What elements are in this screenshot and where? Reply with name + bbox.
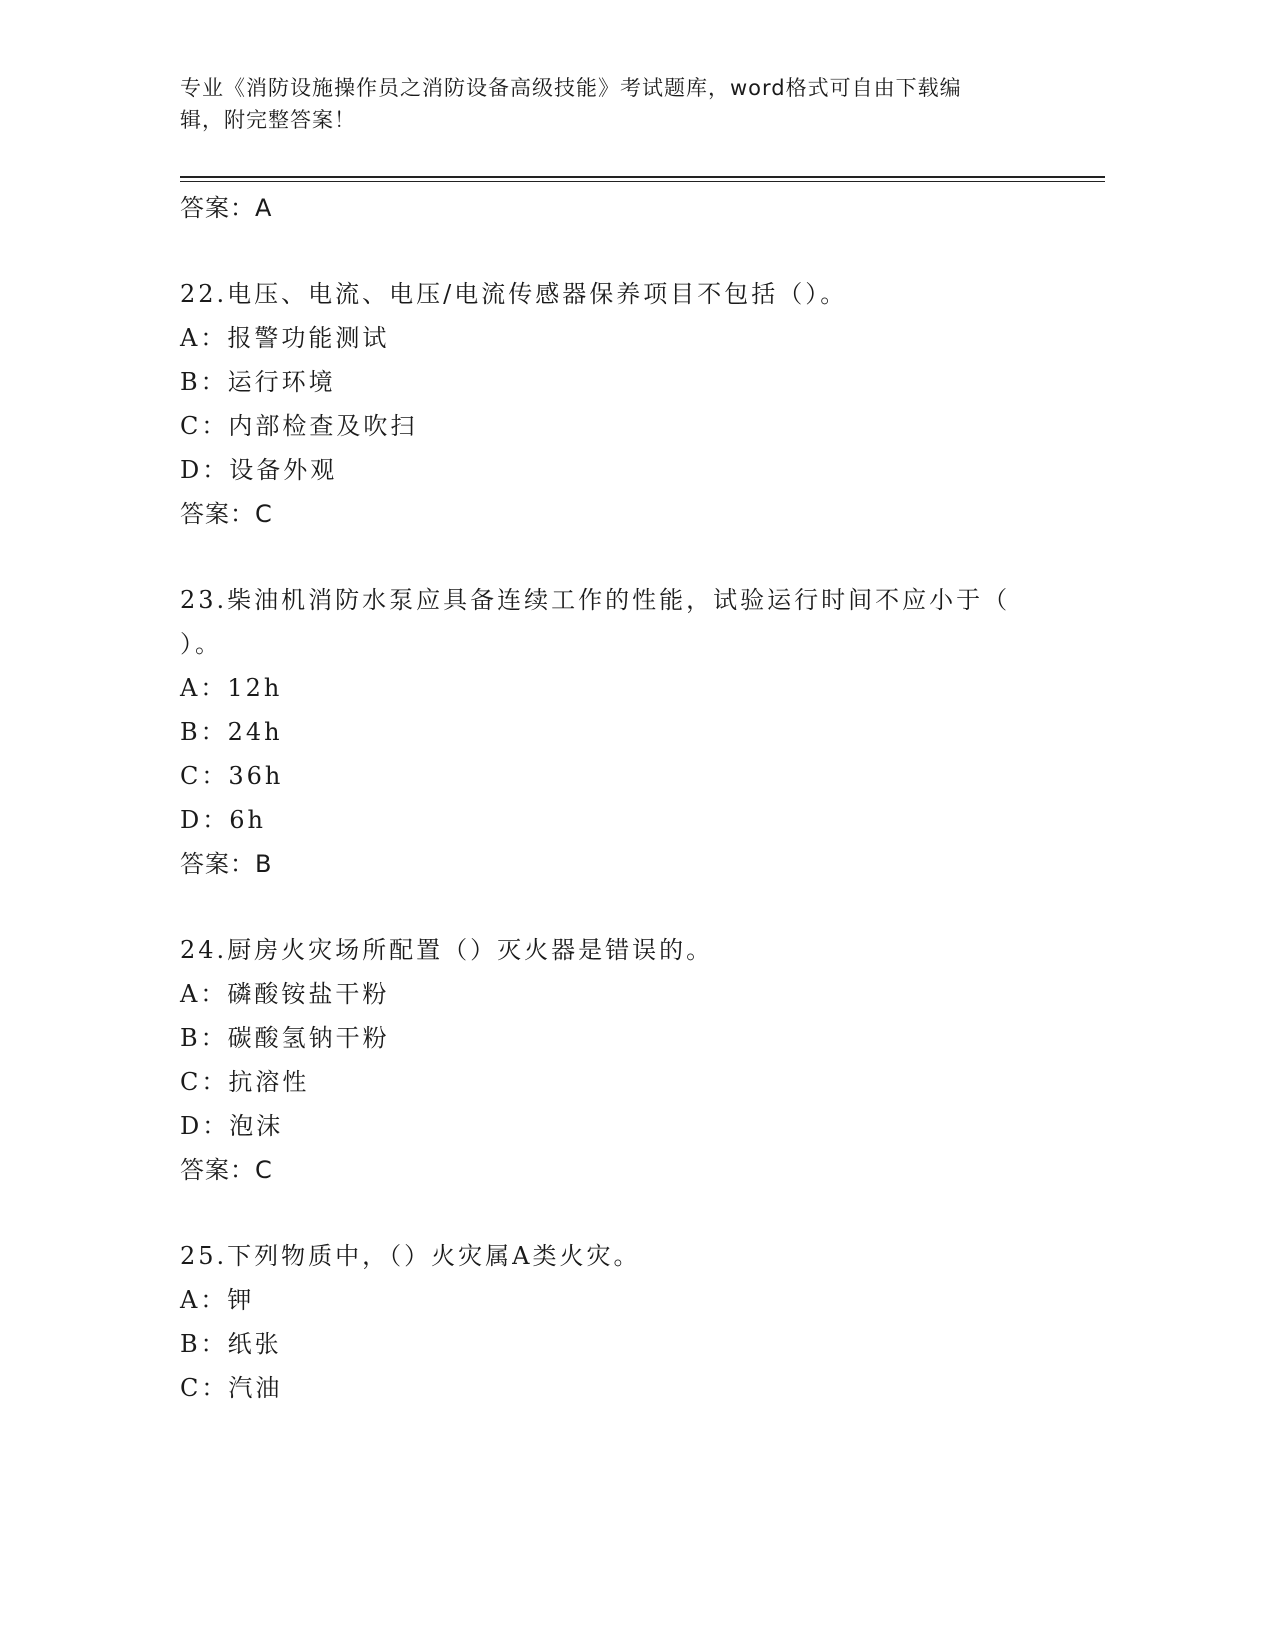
question-stem: 25.下列物质中，（）火灾属A类火灾。 — [180, 1242, 641, 1270]
option-a: A：磷酸铵盐干粉 — [180, 980, 390, 1008]
question-23 — [180, 578, 1040, 886]
option-b: B：24h — [180, 718, 283, 746]
answer: 答案：C — [180, 500, 273, 528]
header-line-2: 辑，附完整答案！ — [180, 108, 356, 132]
option-d: D：泡沫 — [180, 1112, 284, 1140]
header-divider-thick — [180, 176, 1105, 178]
answer: 答案：C — [180, 1156, 273, 1184]
option-d: D：6h — [180, 806, 266, 834]
option-a: A：12h — [180, 674, 283, 702]
question-24 — [180, 928, 1040, 1192]
question-22 — [180, 272, 1040, 536]
header-line-1: 专业《消防设施操作员之消防设备高级技能》考试题库，word格式可自由下载编 — [180, 76, 962, 100]
question-stem: 22.电压、电流、电压/电流传感器保养项目不包括（）。 — [180, 280, 848, 308]
answer-previous: 答案：A — [180, 194, 273, 222]
question-stem: 24.厨房火灾场所配置（）灭火器是错误的。 — [180, 936, 714, 964]
option-b: B：运行环境 — [180, 368, 336, 396]
question-25 — [180, 1234, 1040, 1410]
question-stem: 23.柴油机消防水泵应具备连续工作的性能，试验运行时间不应小于（ — [180, 586, 1011, 614]
option-c: C：抗溶性 — [180, 1068, 310, 1096]
question-content — [180, 186, 1040, 1410]
question-stem-continued: ）。 — [180, 630, 222, 658]
option-c: C：36h — [180, 762, 284, 790]
document-header — [180, 72, 1060, 136]
option-c: C：汽油 — [180, 1374, 283, 1402]
header-divider-thin — [180, 181, 1105, 182]
option-a: A：报警功能测试 — [180, 324, 390, 352]
option-d: D：设备外观 — [180, 456, 338, 484]
option-b: B：纸张 — [180, 1330, 282, 1358]
option-b: B：碳酸氢钠干粉 — [180, 1024, 390, 1052]
answer: 答案：B — [180, 850, 273, 878]
option-a: A：钾 — [180, 1286, 255, 1314]
option-c: C：内部检查及吹扫 — [180, 412, 418, 440]
